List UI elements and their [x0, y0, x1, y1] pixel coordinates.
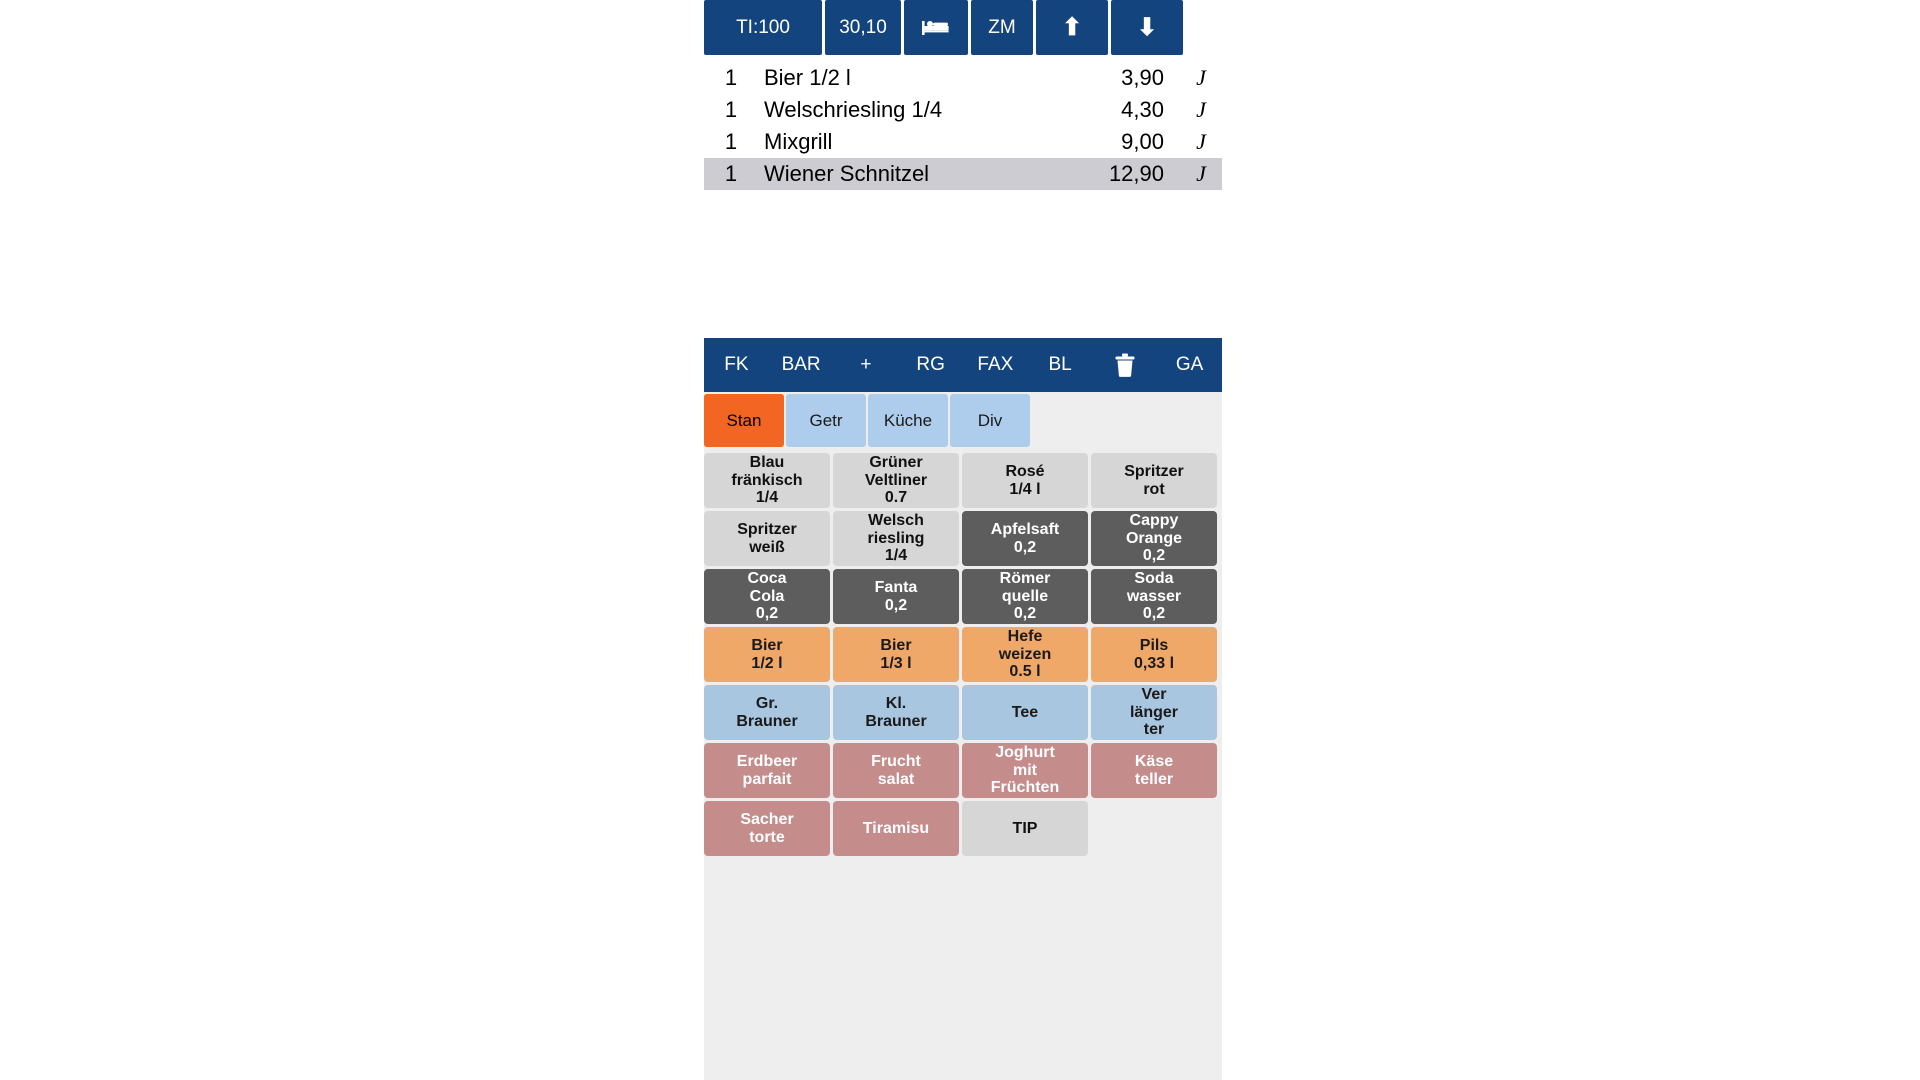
- category-tabs-spacer: [1032, 394, 1222, 450]
- product-label-line: wasser: [1126, 587, 1182, 605]
- product-label-line: Ver: [1141, 685, 1167, 703]
- action-plus[interactable]: +: [834, 338, 899, 392]
- product-button-gr-brauner[interactable]: [704, 685, 830, 740]
- receipt-row-flag: J: [1196, 65, 1206, 90]
- product-button-cappy-orange-0-2[interactable]: [1091, 511, 1217, 566]
- product-label: [1130, 686, 1178, 740]
- action-bl[interactable]: BL: [1028, 338, 1093, 392]
- product-label-line: länger: [1129, 703, 1178, 721]
- receipt-row-qty: 1: [724, 129, 738, 154]
- product-label-line: Pils: [1139, 636, 1169, 654]
- category-tabs: [704, 392, 1222, 450]
- product-label: [737, 753, 797, 789]
- product-label-line: Brauner: [865, 712, 927, 730]
- product-button-tip[interactable]: [962, 801, 1088, 856]
- product-label-line: teller: [1134, 770, 1174, 788]
- product-label-line: fränkisch: [731, 471, 803, 489]
- product-label: [991, 744, 1059, 798]
- product-label-line: TIP: [1012, 819, 1038, 837]
- product-label-line: Erdbeer: [736, 752, 798, 770]
- product-button-tiramisu[interactable]: [833, 801, 959, 856]
- product-label-line: ter: [1143, 721, 1165, 739]
- product-label: [1135, 753, 1173, 789]
- product-grid: [704, 450, 1222, 856]
- product-label-line: Welsch: [868, 511, 924, 529]
- receipt-row-name: Bier 1/2 l: [764, 65, 851, 90]
- product-label: [740, 811, 793, 847]
- product-label: [880, 637, 911, 673]
- product-label-line: riesling: [867, 529, 925, 547]
- product-label: [731, 454, 802, 508]
- product-label: [1127, 570, 1181, 624]
- product-label-line: Cappy: [1129, 511, 1179, 529]
- receipt-row-qty: 1: [724, 97, 738, 122]
- product-label-line: Orange: [1125, 529, 1182, 547]
- receipt-row-qty: 1: [724, 161, 738, 186]
- product-label-line: Sacher: [740, 810, 794, 828]
- product-label-line: 0,2: [1142, 547, 1166, 565]
- product-label: [1126, 512, 1182, 566]
- receipt-row-flag: J: [1196, 129, 1206, 154]
- product-label-line: 0,2: [884, 596, 908, 614]
- receipt-list: [704, 62, 1222, 190]
- total-amount-button[interactable]: 30,10: [825, 0, 901, 55]
- product-label-line: 0.7: [884, 489, 908, 507]
- product-button-sacher-torte[interactable]: [704, 801, 830, 856]
- product-label-line: 0,33 l: [1133, 654, 1175, 672]
- arrow-down-icon: ⬇: [1136, 13, 1158, 41]
- product-label-line: mit: [1012, 761, 1037, 779]
- product-label: [1134, 637, 1174, 673]
- product-label: [1013, 820, 1038, 838]
- product-button-k-se-teller[interactable]: [1091, 743, 1217, 798]
- product-label-line: Frucht: [871, 752, 921, 770]
- product-label-line: Joghurt: [995, 743, 1055, 761]
- category-tab-getr[interactable]: Getr: [786, 394, 866, 447]
- product-label-line: 1/4: [884, 547, 908, 565]
- product-label-line: rot: [1143, 480, 1165, 498]
- product-label-line: Veltliner: [864, 471, 928, 489]
- product-label: [991, 521, 1059, 557]
- product-label: [747, 570, 786, 624]
- product-label-line: Tiramisu: [862, 819, 930, 837]
- arrow-up-icon: ⬆: [1061, 13, 1083, 41]
- product-button-soda-wasser-0-2[interactable]: [1091, 569, 1217, 624]
- product-label-line: Blau: [749, 453, 785, 471]
- receipt-row-price: 12,90: [1108, 161, 1164, 186]
- bed-icon: [921, 18, 951, 38]
- scroll-down-button[interactable]: [1111, 0, 1183, 55]
- product-button-frucht-salat[interactable]: [833, 743, 959, 798]
- product-label: [865, 454, 927, 508]
- action-delete[interactable]: [1093, 338, 1158, 392]
- receipt-row-price: 4,30: [1121, 97, 1164, 122]
- product-button-coca-cola-0-2[interactable]: [704, 569, 830, 624]
- product-label-line: Käse: [1134, 752, 1174, 770]
- product-button-blau-fr-nkisch-1-4[interactable]: [704, 453, 830, 508]
- trash-icon: [1114, 353, 1136, 377]
- product-label: [1000, 570, 1051, 624]
- scroll-up-button[interactable]: [1036, 0, 1108, 55]
- product-label: [871, 753, 921, 789]
- product-label-line: Bier: [880, 636, 912, 654]
- product-label-line: Gr.: [755, 694, 779, 712]
- product-button-welsch-riesling-1-4[interactable]: [833, 511, 959, 566]
- product-label: [865, 695, 926, 731]
- product-button-gr-ner-veltliner-0-7[interactable]: [833, 453, 959, 508]
- action-bar[interactable]: BAR: [769, 338, 834, 392]
- product-label: [875, 579, 918, 615]
- receipt-row-name: Mixgrill: [764, 129, 833, 154]
- receipt-row-qty: 1: [724, 65, 738, 90]
- product-button-bier-1-3-l[interactable]: [833, 627, 959, 682]
- product-label-line: 1/2 l: [751, 654, 783, 672]
- action-rg[interactable]: RG: [898, 338, 963, 392]
- action-fk[interactable]: FK: [704, 338, 769, 392]
- product-label-line: Grüner: [869, 453, 923, 471]
- product-label-line: Soda: [1134, 569, 1174, 587]
- product-label-line: 0,2: [1142, 605, 1166, 623]
- product-button-ros-1-4-l[interactable]: [962, 453, 1088, 508]
- product-button-joghurt-mit-fr-chten[interactable]: [962, 743, 1088, 798]
- product-label-line: Spritzer: [1124, 462, 1184, 480]
- product-label-line: 0.5 l: [1009, 663, 1041, 681]
- product-button-r-mer-quelle-0-2[interactable]: [962, 569, 1088, 624]
- category-tab-stan[interactable]: Stan: [704, 394, 784, 447]
- product-label: [751, 637, 782, 673]
- product-label-line: Cola: [749, 587, 785, 605]
- receipt-row-flag: J: [1196, 97, 1206, 122]
- product-label-line: Bier: [751, 636, 783, 654]
- product-label: [1005, 463, 1044, 499]
- receipt-row[interactable]: [704, 126, 1222, 158]
- receipt-row-name: Welschriesling 1/4: [764, 97, 943, 122]
- product-button-apfelsaft-0-2[interactable]: [962, 511, 1088, 566]
- product-label-line: Apfelsaft: [990, 520, 1060, 538]
- product-label-line: Rosé: [1005, 462, 1045, 480]
- product-label: [736, 695, 797, 731]
- action-ga[interactable]: GA: [1157, 338, 1222, 392]
- receipt-row[interactable]: [704, 158, 1222, 190]
- product-label: [999, 628, 1051, 682]
- product-label-line: Tee: [1011, 703, 1039, 721]
- action-bar: [704, 338, 1222, 392]
- product-label-line: salat: [877, 770, 915, 788]
- product-button-spritzer-wei[interactable]: [704, 511, 830, 566]
- receipt-row[interactable]: [704, 62, 1222, 94]
- product-label: [863, 820, 929, 838]
- receipt-row-price: 3,90: [1121, 65, 1164, 90]
- bed-button[interactable]: [904, 0, 968, 55]
- category-tab-küche[interactable]: Küche: [868, 394, 948, 447]
- product-label-line: Spritzer: [737, 520, 797, 538]
- category-tab-div[interactable]: Div: [950, 394, 1030, 447]
- product-label-line: Hefe: [1007, 627, 1043, 645]
- product-button-tee[interactable]: [962, 685, 1088, 740]
- product-button-hefe-weizen-0-5-l[interactable]: [962, 627, 1088, 682]
- action-fax[interactable]: FAX: [963, 338, 1028, 392]
- receipt-row[interactable]: [704, 94, 1222, 126]
- product-label-line: Früchten: [990, 779, 1060, 797]
- product-label: [737, 521, 797, 557]
- product-label-line: 1/3 l: [880, 654, 912, 672]
- lower-panel: [704, 338, 1222, 1080]
- product-label: [1124, 463, 1184, 499]
- product-label-line: 0,2: [1013, 538, 1037, 556]
- product-label-line: 1/4 l: [1009, 480, 1041, 498]
- product-button-kl-brauner[interactable]: [833, 685, 959, 740]
- product-label-line: Coca: [747, 569, 787, 587]
- product-button-pils-0-33-l[interactable]: [1091, 627, 1217, 682]
- product-label: [1012, 704, 1038, 722]
- product-button-ver-l-nger-ter[interactable]: [1091, 685, 1217, 740]
- product-label-line: torte: [749, 828, 785, 846]
- product-label: [868, 512, 925, 566]
- product-label-line: 0,2: [1013, 605, 1037, 623]
- receipt-row-flag: J: [1196, 161, 1206, 186]
- product-button-fanta-0-2[interactable]: [833, 569, 959, 624]
- product-label-line: Römer: [999, 569, 1051, 587]
- product-label-line: 0,2: [755, 605, 779, 623]
- product-button-spritzer-rot[interactable]: [1091, 453, 1217, 508]
- product-label-line: Fanta: [874, 578, 918, 596]
- product-button-bier-1-2-l[interactable]: [704, 627, 830, 682]
- top-toolbar: [704, 0, 1222, 55]
- product-label-line: Brauner: [736, 712, 798, 730]
- product-label-line: Kl.: [885, 694, 907, 712]
- product-label-line: quelle: [1001, 587, 1049, 605]
- product-label-line: 1/4: [755, 489, 779, 507]
- product-button-erdbeer-parfait[interactable]: [704, 743, 830, 798]
- product-label-line: weiß: [749, 538, 785, 556]
- zoom-button[interactable]: ZM: [971, 0, 1033, 55]
- table-number-button[interactable]: TI:100: [704, 0, 822, 55]
- receipt-row-name: Wiener Schnitzel: [764, 161, 930, 186]
- product-label-line: weizen: [998, 645, 1052, 663]
- receipt-row-price: 9,00: [1121, 129, 1164, 154]
- product-label-line: parfait: [742, 770, 792, 788]
